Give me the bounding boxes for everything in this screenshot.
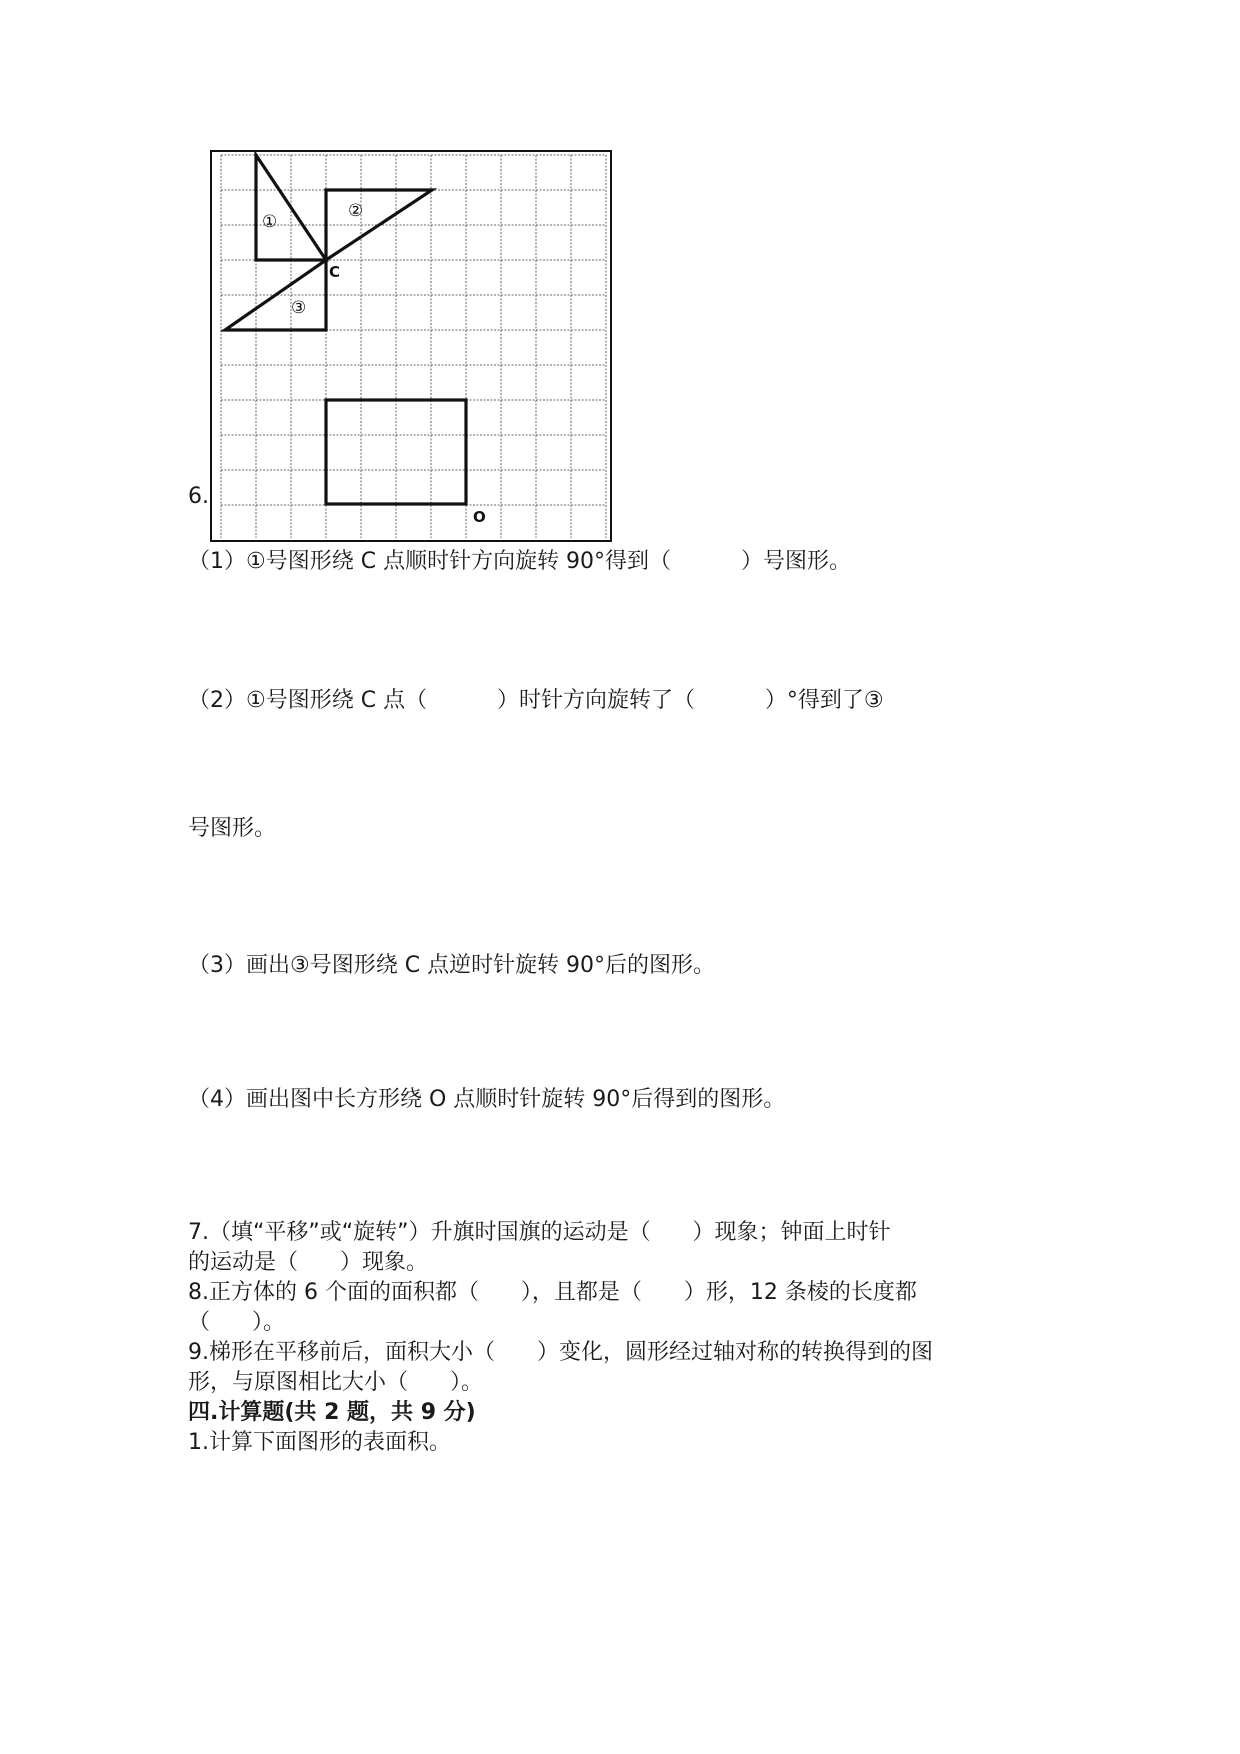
point-o-label: O — [473, 508, 486, 526]
question-6-part-2-continued: 号图形。 — [188, 816, 277, 841]
question-6-part-4: （4）画出图中长方形绕 O 点顺时针旋转 90°后得到的图形。 — [188, 1087, 786, 1112]
question-9-line-1: 9.梯形在平移前后，面积大小（ ）变化，圆形经过轴对称的转换得到的图 — [188, 1340, 933, 1365]
question-7-line-2: 的运动是（ ）现象。 — [188, 1250, 428, 1275]
question-8-line-2: （ ）。 — [188, 1310, 285, 1335]
question-7-line-1: 7.（填“平移”或“旋转”）升旗时国旗的运动是（ ）现象；钟面上时针 — [188, 1220, 891, 1245]
question-6-part-2: （2）①号图形绕 C 点（ ）时针方向旋转了（ ）°得到了③ — [188, 688, 884, 713]
question-6-number: 6. — [188, 484, 209, 509]
question-8-line-1: 8.正方体的 6 个面的面积都（ ），且都是（ ）形，12 条棱的长度都 — [188, 1280, 917, 1305]
point-c-label: C — [329, 263, 341, 281]
question-6-part-1: （1）①号图形绕 C 点顺时针方向旋转 90°得到（ ）号图形。 — [188, 549, 851, 574]
section-4-question-1: 1.计算下面图形的表面积。 — [188, 1430, 451, 1455]
shape-3-label: ③ — [291, 298, 307, 318]
shape-2-label: ② — [348, 201, 364, 221]
rotation-grid-figure — [210, 150, 612, 542]
section-4-heading: 四.计算题(共 2 题，共 9 分) — [188, 1400, 476, 1425]
question-6-part-3: （3）画出③号图形绕 C 点逆时针旋转 90°后的图形。 — [188, 953, 716, 978]
question-9-line-2: 形，与原图相比大小（ ）。 — [188, 1370, 483, 1395]
shape-1-label: ① — [262, 212, 278, 232]
grid-outer-border — [211, 151, 611, 541]
